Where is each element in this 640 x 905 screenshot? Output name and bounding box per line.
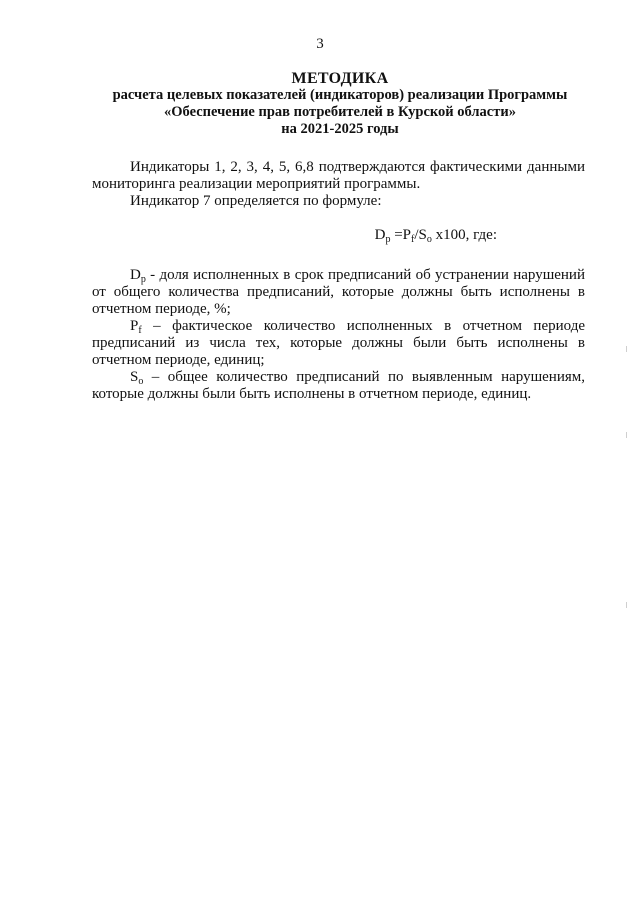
formula [92,227,585,244]
formula-lhs: $D_p$ [374,227,391,245]
scan-artifact [626,346,627,352]
definition-pf: $P_f$ – фактическое количество исполненных в отчетном периоде предписаний из числа тех, которые должны были быть исполнены в отчетном периоде, единиц; [92,318,585,368]
scan-artifact [626,602,627,608]
page-number: 3 [316,36,324,52]
paragraph-formula-intro: Индикатор 7 определяется по формуле: [130,193,382,209]
heading-line-3: «Обеспечение прав потребителей в Курской области» [164,104,516,120]
heading-line-4: на 2021-2025 годы [281,121,399,137]
definition-dp: $D_p$ - доля исполненных в срок предписаний об устранении нарушений от общего количества предписаний, которые должны быть исполнены в отчетном периоде, %; [92,267,585,317]
formula-numerator: $P_f$ [402,227,415,245]
heading-line-2: расчета целевых показателей (индикаторов) реализации Программы [112,87,568,103]
formula-slash: / [414,227,419,243]
paragraph-indicators: Индикаторы 1, 2, 3, 4, 5, 6,8 подтверждаются фактическими данными мониторинга реализации мероприятий программы. [92,159,585,192]
scan-artifact [626,432,627,438]
heading-title: МЕТОДИКА [291,70,389,87]
document-body [92,159,585,403]
definition-so: $S_o$ – общее количество предписаний по выявленным нарушениям, которые должны были быть исполнены в отчетном периоде, единиц. [92,369,585,402]
formula-equals: = [390,227,403,243]
formula-denominator: $S_o$ [418,227,432,245]
document-heading [60,70,620,138]
formula-tail: x100, где: [431,227,497,243]
